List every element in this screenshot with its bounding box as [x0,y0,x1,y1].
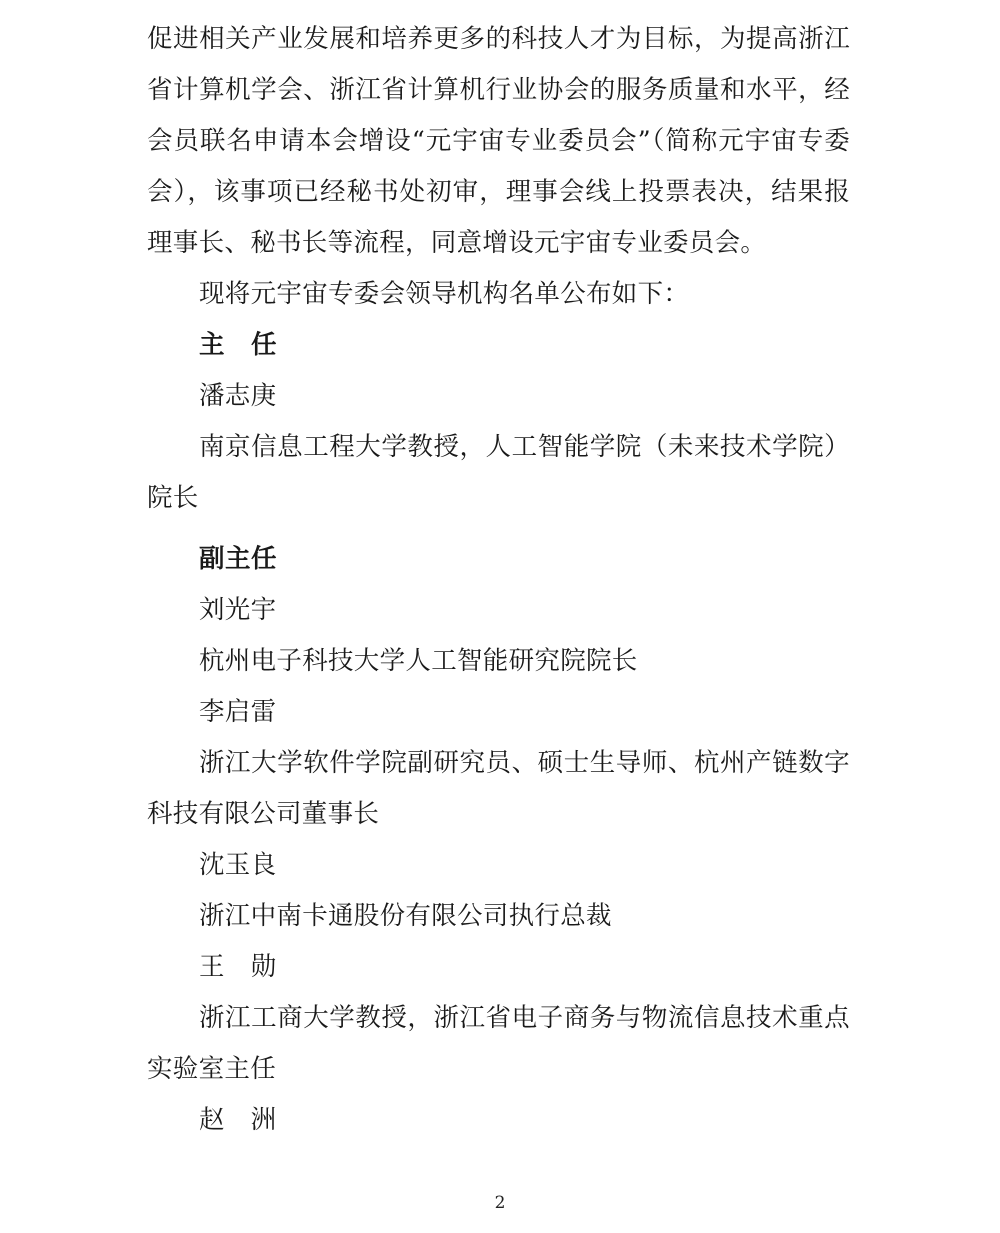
member-name: 赵 洲 [199,1105,277,1135]
member-name: 沈玉良 [199,850,277,880]
section-heading-director: 主 任 [199,330,278,360]
document-body [147,14,850,1146]
section-spacer [147,524,850,534]
member-name: 刘光宇 [199,595,277,625]
member-affiliation: 浙江中南卡通股份有限公司执行总裁 [199,901,612,931]
paragraph-continuation: 促进相关产业发展和培养更多的科技人才为目标，为提高浙江省计算机学会、浙江省计算机行业协会的服务质量和水平，经会员联名申请本会增设“元宇宙专业委员会”（简称元宇宙专委会），该事项已经秘书处初审，理事会线上投票表决，结果报理事长、秘书长等流程，同意增设元宇宙专业委员会。 [147,24,850,258]
section-heading-deputy-director: 副主任 [199,544,278,574]
paragraph-announcement: 现将元宇宙专委会领导机构名单公布如下： [199,279,690,309]
member-name: 李启雷 [199,697,277,727]
page-number: 2 [494,1193,506,1213]
member-name: 王 勋 [199,952,277,982]
member-affiliation: 浙江工商大学教授，浙江省电子商务与物流信息技术重点实验室主任 [147,1003,850,1084]
member-name: 潘志庚 [199,381,277,411]
member-affiliation: 杭州电子科技大学人工智能研究院院长 [199,646,638,676]
member-affiliation: 浙江大学软件学院副研究员、硕士生导师、杭州产链数字科技有限公司董事长 [147,748,850,829]
member-affiliation: 南京信息工程大学教授，人工智能学院（未来技术学院）院长 [147,432,850,513]
